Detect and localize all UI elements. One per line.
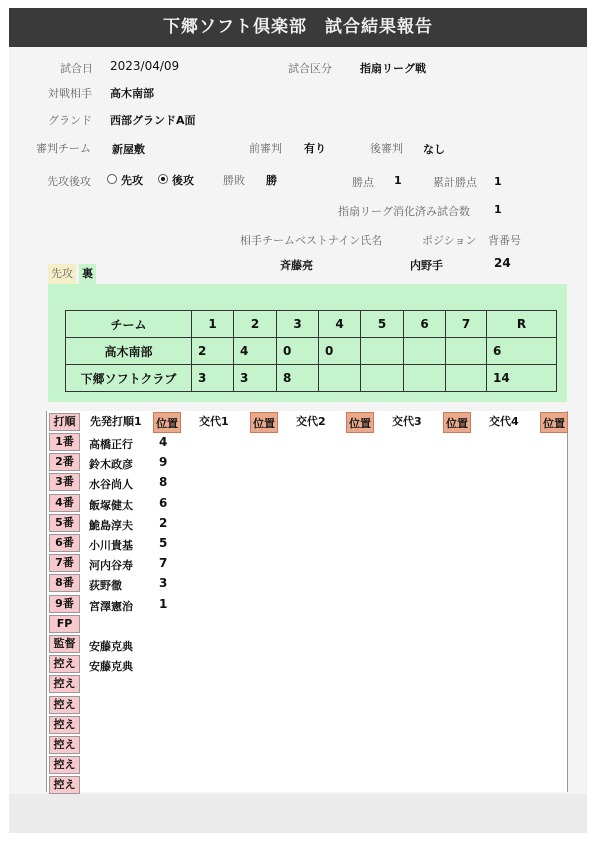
- player-name[interactable]: 鈴木政彦: [89, 458, 133, 472]
- result-label: 勝敗: [223, 174, 245, 187]
- inning-header: 3: [277, 311, 319, 338]
- sub2-header: 交代2: [296, 415, 326, 428]
- batting-order-cell: 4番: [49, 494, 80, 512]
- batting-order-cell: 控え: [49, 675, 80, 693]
- radio-first[interactable]: [107, 174, 117, 184]
- batting-order-cell: 2番: [49, 453, 80, 471]
- order-header: 打順: [49, 413, 80, 431]
- tab-bottom[interactable]: 裏: [79, 264, 96, 284]
- inning-score[interactable]: [361, 338, 404, 365]
- scoreboard-table: [65, 310, 557, 392]
- ground-value: 西部グランドA面: [110, 114, 196, 127]
- inning-header: 6: [404, 311, 446, 338]
- position-header: 位置: [153, 412, 181, 433]
- total-runs: 6: [487, 338, 557, 365]
- inning-header: 7: [446, 311, 487, 338]
- player-name[interactable]: 河内谷寿: [89, 559, 133, 573]
- category-label: 試合区分: [288, 62, 332, 75]
- inning-score[interactable]: [446, 338, 487, 365]
- player-name[interactable]: 高橋正行: [89, 438, 133, 451]
- player-position[interactable]: 1: [159, 596, 168, 611]
- player-position[interactable]: 2: [159, 515, 168, 530]
- batting-order-cell: 控え: [49, 736, 80, 754]
- batting-order-cell: 控え: [49, 696, 80, 714]
- player-name[interactable]: 宮澤憲治: [89, 599, 133, 613]
- score-row: [66, 365, 557, 392]
- opponent-value: 高木南部: [110, 87, 154, 100]
- inning-score[interactable]: 2: [192, 338, 234, 365]
- games-played-label: 指扇リーグ消化済み試合数: [338, 205, 470, 218]
- player-name[interactable]: 小川貴基: [89, 539, 133, 552]
- best-nine-position: 内野手: [410, 259, 443, 272]
- batting-order-cell: 7番: [49, 554, 80, 572]
- batting-order-cell: 5番: [49, 514, 80, 532]
- points-label: 勝点: [352, 176, 374, 189]
- title-bar: [9, 8, 587, 47]
- best-nine-label: 相手チームベストナイン氏名: [240, 234, 383, 247]
- position-label: ポジション: [422, 234, 477, 247]
- opponent-label: 対戦相手: [48, 87, 92, 100]
- inning-header: 5: [361, 311, 404, 338]
- score-row: [66, 338, 557, 365]
- umpire-team-value: 新屋敷: [112, 143, 145, 156]
- category-value: 指扇リーグ戦: [360, 62, 426, 75]
- result-value: 勝: [266, 174, 277, 187]
- post-umpire-label: 後審判: [370, 142, 403, 155]
- player-position[interactable]: 5: [159, 536, 168, 550]
- team-name: 高木南部: [66, 338, 192, 365]
- footer-bar: [9, 794, 587, 833]
- inning-header: 4: [319, 311, 361, 338]
- sub1-header: 交代1: [199, 415, 229, 428]
- post-umpire-value: なし: [423, 143, 445, 156]
- ground-label: グランド: [48, 114, 92, 127]
- batting-order-cell: 6番: [49, 534, 80, 552]
- batting-order-cell: 控え: [49, 756, 80, 774]
- starter-header: 先発打順1: [90, 415, 142, 428]
- batting-order-cell: 控え: [49, 655, 80, 673]
- team-header: チーム: [66, 311, 192, 338]
- date-label: 試合日: [60, 62, 93, 75]
- position-header: 位置: [443, 412, 471, 433]
- radio-first-label: 先攻: [121, 174, 143, 187]
- player-name[interactable]: 水谷尚人: [89, 478, 133, 492]
- position-header: 位置: [250, 412, 278, 433]
- radio-second-label: 後攻: [172, 174, 194, 187]
- position-header: 位置: [346, 412, 374, 433]
- scoreboard-header-row: [66, 311, 557, 338]
- batting-order-cell: 8番: [49, 574, 80, 592]
- inning-score[interactable]: 8: [277, 365, 319, 392]
- player-position[interactable]: 4: [159, 435, 168, 449]
- batting-order-cell: 監督: [49, 635, 80, 653]
- inning-header: 1: [192, 311, 234, 338]
- best-nine-number: 24: [494, 256, 511, 270]
- batting-order-cell: 1番: [49, 433, 80, 451]
- total-runs: 14: [487, 365, 557, 392]
- inning-header: 2: [234, 311, 277, 338]
- total-points-label: 累計勝点: [433, 176, 477, 189]
- radio-second[interactable]: [158, 174, 168, 184]
- inning-score[interactable]: [361, 365, 404, 392]
- inning-score[interactable]: 3: [192, 365, 234, 392]
- position-header: 位置: [540, 412, 568, 433]
- batting-order-cell: 3番: [49, 473, 80, 491]
- batting-order-cell: 控え: [49, 776, 80, 794]
- inning-score[interactable]: [319, 365, 361, 392]
- number-label: 背番号: [488, 234, 521, 247]
- player-position[interactable]: 9: [159, 455, 168, 470]
- best-nine-name: 斉藤亮: [280, 259, 313, 272]
- tab-top[interactable]: 先攻: [48, 264, 76, 284]
- inning-score[interactable]: 4: [234, 338, 277, 365]
- sub3-header: 交代3: [392, 415, 422, 428]
- player-name[interactable]: 荻野徹: [89, 579, 122, 593]
- player-name[interactable]: 飯塚健太: [89, 498, 133, 512]
- pre-umpire-value: 有り: [304, 142, 326, 155]
- total-points-value: 1: [494, 175, 502, 188]
- batting-order-cell: 9番: [49, 595, 80, 613]
- team-name: 下郷ソフトクラブ: [66, 365, 192, 392]
- inning-score[interactable]: 0: [277, 338, 319, 365]
- player-position[interactable]: 3: [159, 576, 168, 591]
- batting-order-cell: 控え: [49, 716, 80, 734]
- runs-header: R: [487, 311, 557, 338]
- inning-score[interactable]: 0: [319, 338, 361, 365]
- batting-order-cell: FP: [49, 615, 80, 633]
- player-position[interactable]: 7: [159, 556, 168, 571]
- sub4-header: 交代4: [489, 415, 519, 428]
- points-value: 1: [394, 174, 402, 187]
- inning-score[interactable]: [404, 365, 446, 392]
- page-title: 下郷ソフト倶楽部 試合結果報告: [163, 17, 433, 37]
- inning-score[interactable]: 3: [234, 365, 277, 392]
- player-name[interactable]: 安藤克典: [89, 640, 133, 653]
- umpire-team-label: 審判チーム: [36, 142, 91, 155]
- player-name[interactable]: 鮠島淳夫: [89, 518, 133, 532]
- date-value: 2023/04/09: [110, 59, 180, 73]
- player-position[interactable]: 8: [159, 475, 168, 490]
- batting-order-label: 先攻後攻: [47, 175, 91, 188]
- inning-score[interactable]: [404, 338, 446, 365]
- pre-umpire-label: 前審判: [249, 142, 282, 155]
- games-played-value: 1: [494, 203, 502, 216]
- inning-score[interactable]: [446, 365, 487, 392]
- player-name[interactable]: 安藤克典: [89, 660, 133, 674]
- player-position[interactable]: 6: [159, 495, 168, 510]
